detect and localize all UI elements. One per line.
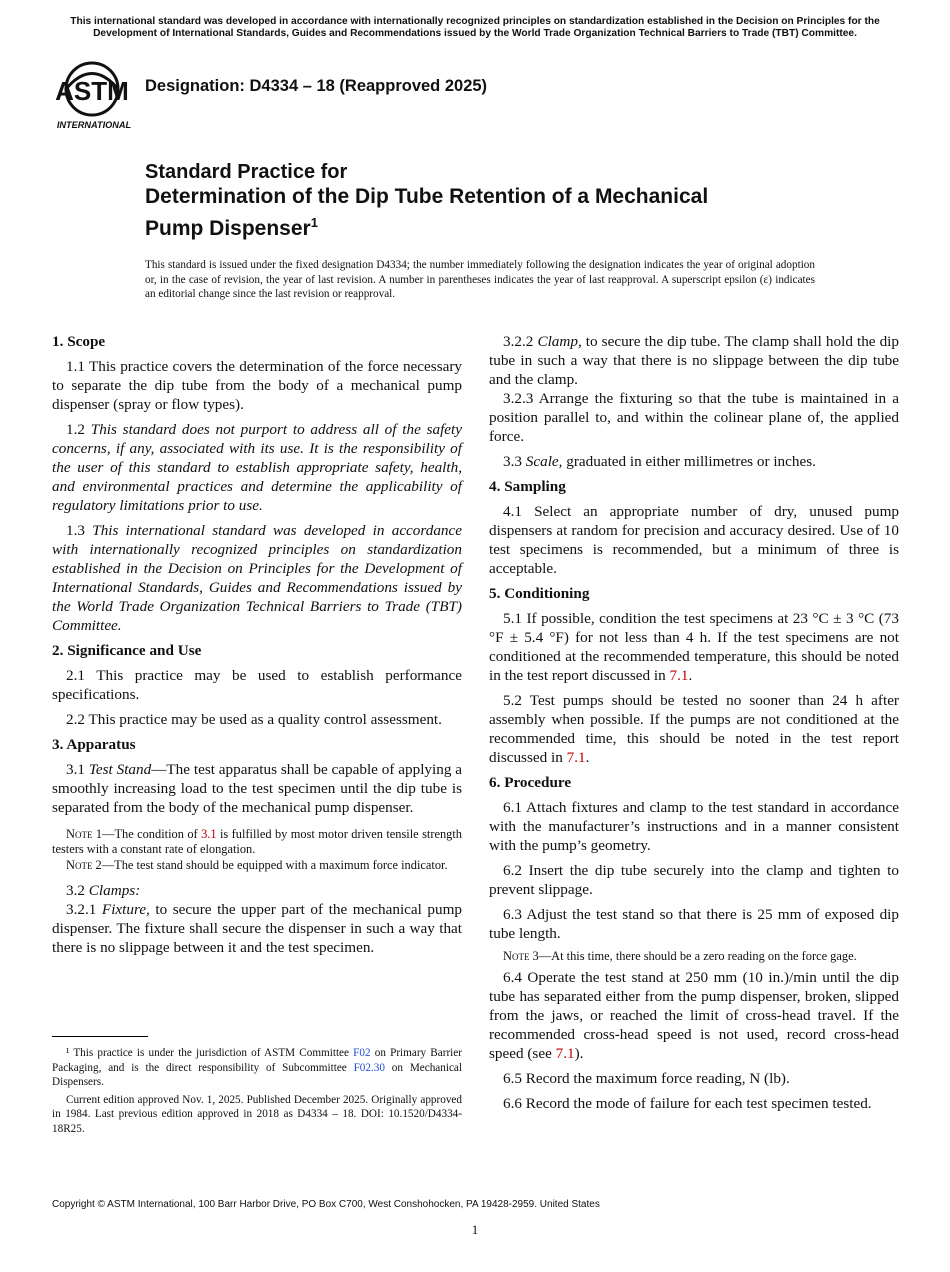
para-2-1: 2.1 This practice may be used to establish performance specifications. [52,667,462,703]
para-2-2: 2.2 This practice may be used as a quality control assessment. [66,711,442,728]
para-1-2: 1.2 This standard does not purport to address all of the safety concerns, if any, associated with its use. It is the responsibility of the user of this standard to establish appropriate safety, health, and environmental practices and determine the applicability of regulatory limitations prior to use. [52,421,462,514]
title-footnote-mark: 1 [310,215,318,230]
title-line-3 [145,210,845,242]
para-6-5: 6.5 Record the maximum force reading, N (lb). [503,1070,790,1087]
para-1-1: 1.1 This practice covers the determination of the force necessary to separate the dip tube from the body of a mechanical pump dispenser (spray or flow types). [52,358,462,413]
astm-logo-mark [52,56,136,132]
section-heading-significance: 2. Significance and Use [52,642,202,659]
para-6-2: 6.2 Insert the dip tube securely into the clamp and tighten to prevent slippage. [489,862,899,898]
right-column [489,332,899,1119]
para-5-2: 5.2 Test pumps should be tested no sooner than 24 h after assembly when possible. If the pumps are not conditioned at the recommended time, this should be noted in the test report discussed in 7.1. [489,692,899,766]
left-column [52,332,462,963]
title-line-2: Determination of the Dip Tube Retention of a Mechanical [145,185,709,208]
document-title [145,160,845,242]
para-4-1: 4.1 Select an appropriate number of dry, unused pump dispensers at random for precision and accuracy desired. Use of 10 test specimens is recommended, but a minimum of three is acceptable. [489,503,899,577]
copyright: Copyright © ASTM International, 100 Barr Harbor Drive, PO Box C700, West Conshohocken, PA 19428-2959. United States [52,1199,600,1210]
para-3-2-3: 3.2.3 Arrange the fixturing so that the tube is maintained in a position parallel to, and within the colinear plane of, the applied force. [489,390,899,445]
ref-7-1-link[interactable]: 7.1 [555,1045,575,1062]
para-3-2-1: 3.2.1 Fixture, to secure the upper part of the mechanical pump dispenser. The fixture shall secure the dispenser in such a way that there is no slippage between it and the test specimen. [52,901,462,956]
section-heading-procedure: 6. Procedure [489,774,572,791]
footnote-edition: Current edition approved Nov. 1, 2025. Published December 2025. Originally approved in 1984. Last previous edition approved in 2018 as D4334 – 18. DOI: 10.1520/D4334-18R25. [52,1093,462,1135]
astm-logo [52,56,136,132]
footnote-1: ¹ This practice is under the jurisdiction of ASTM Committee F02 on Primary Barrier Packaging, and is the direct responsibility of Subcommittee F02.30 on Mechanical Dispensers. [52,1047,462,1088]
para-5-1: 5.1 If possible, condition the test specimens at 23 °C ± 3 °C (73 °F ± 5.4 °F) for not less than 4 h. If the test specimens are not conditioned at the recommended temperature, this should be noted in the test report discussed in 7.1. [489,610,899,684]
section-heading-scope: 1. Scope [52,333,106,350]
subcommittee-f02-30-link[interactable]: F02.30 [353,1061,385,1074]
ref-7-1-link[interactable]: 7.1 [566,749,586,766]
issued-note: This standard is issued under the fixed designation D4334; the number immediately following the designation indicates the year of original adoption or, in the case of revision, the year of last revision. A number in parentheses indicates the year of last reapproval. A superscript epsilon (ε) indicates an editorial change since the last revision or reapproval. [145,259,815,300]
page-number: 1 [471,1222,479,1237]
section-heading-conditioning: 5. Conditioning [489,585,590,602]
para-3-2: 3.2 Clamps: [66,882,141,899]
title-line-3-text: Pump Dispenser [145,217,311,240]
para-6-3: 6.3 Adjust the test stand so that there is 25 mm of exposed dip tube length. [489,906,899,942]
footnote-rule [52,1036,148,1037]
designation: Designation: D4334 – 18 (Reapproved 2025) [145,77,488,95]
footnotes [52,1046,462,1139]
note-1: Note 1—The condition of 3.1 is fulfilled by most motor driven tensile strength testers with a constant rate of elongation. [52,827,462,856]
para-6-1: 6.1 Attach fixtures and clamp to the test standard in accordance with the manufacturer’s instructions and in a manner consistent with the pump’s geometry. [489,799,899,854]
logo-wordmark: INTERNATIONAL [56,120,132,130]
svg-text:ASTM: ASTM [55,76,129,106]
note-3: Note 3—At this time, there should be a zero reading on the force gage. [503,949,857,963]
ref-3-1-link[interactable]: 3.1 [201,827,217,841]
para-1-3: 1.3 This international standard was developed in accordance with internationally recognized principles on standardization established in the Decision on Principles for the Development of International Standards, Guides and Recommendations issued by the World Trade Organization Technical Barriers to Trade (TBT) Committee. [52,522,463,634]
section-heading-apparatus: 3. Apparatus [52,736,136,753]
note-2: Note 2—The test stand should be equipped with a maximum force indicator. [66,858,448,872]
para-6-4: 6.4 Operate the test stand at 250 mm (10 in.)/min until the dip tube has separated either from the pump dispenser, broken, slipped from the jaws, or reached the limit of cross-head travel. If the recommended cross-head speed is not used, record cross-head speed (see 7.1). [489,969,899,1062]
para-3-2-2: 3.2.2 Clamp, to secure the dip tube. The clamp shall hold the dip tube in such a way that there is no slippage between the dip tube and the clamp. [489,333,899,388]
ref-7-1-link[interactable]: 7.1 [669,667,689,684]
title-line-1: Standard Practice for [145,161,348,183]
committee-f02-link[interactable]: F02 [353,1047,371,1059]
top-notice: This international standard was developed in accordance with internationally recognized principles on standardization established in the Decision on Principles for the Development of International Standards, Guides and Recommendations issued by the World Trade Organization Technical Barriers to Trade (TBT) Committee. [70,16,880,39]
para-3-3: 3.3 Scale, graduated in either millimetres or inches. [503,453,816,470]
section-heading-sampling: 4. Sampling [489,478,566,495]
para-6-6: 6.6 Record the mode of failure for each test specimen tested. [503,1095,872,1112]
para-3-1: 3.1 Test Stand—The test apparatus shall be capable of applying a smoothly increasing load to the test specimen until the dip tube is separated from the body of the mechanical pump dispenser. [52,761,463,816]
